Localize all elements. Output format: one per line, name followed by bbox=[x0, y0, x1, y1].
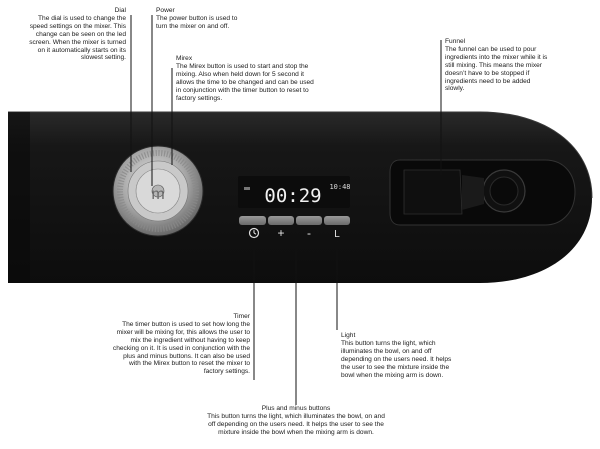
timer-pad bbox=[239, 216, 266, 225]
minus-pad bbox=[296, 216, 322, 225]
minus-label: - bbox=[307, 226, 311, 240]
light-title: Light bbox=[341, 332, 356, 339]
display-small-time: 10:48 bbox=[329, 183, 351, 191]
dial-logo: m bbox=[151, 186, 165, 203]
plus-minus-title: Plus and minus buttons bbox=[261, 405, 331, 412]
power-callout: Power The power button is used to turn the mixer on and off. bbox=[156, 7, 266, 31]
plus-minus-callout: Plus and minus buttons This button turns the light, which illuminates the bowl, on and off depending on the users need. It helps the user to see the mixture inside the bowl when the mixing arm is down. bbox=[176, 405, 416, 437]
display-time: 00:29 bbox=[264, 185, 322, 207]
display-left-indicator bbox=[244, 187, 250, 190]
dial-title: Dial bbox=[114, 7, 126, 14]
dial-callout: Dial The dial is used to change the speed settings on the mixer. This change can be seen on the led screen. When the mixer is turned on it automatically starts on its slowest setting. bbox=[16, 7, 126, 62]
plus-label: + bbox=[277, 226, 285, 240]
plus-pad bbox=[268, 216, 294, 225]
light-pad bbox=[324, 216, 350, 225]
timer-title: Timer bbox=[233, 313, 250, 320]
light-callout: Light This button turns the light, which illuminates the bowl, on and off depending on the users need. It helps the user to see the mixture inside the bowl when the mixing arm is down. bbox=[341, 332, 511, 379]
power-title: Power bbox=[156, 7, 175, 14]
mirex-callout: Mirex The Mirex button is used to start and stop the mixing. Also when held down for 5 second it allows the time to be changed and can be used in conjunction with the timer button to reset to factory settings. bbox=[176, 55, 366, 102]
timer-callout: Timer The timer button is used to set how long the mixer will be mixing for, this allows the user to mix the ingredient without having to keep checking on it. It is used in conjunction with the plus and minus buttons. It can also be used with the Mirex button to reset the mixer to factory settings. bbox=[60, 313, 250, 376]
funnel bbox=[390, 160, 575, 225]
funnel-callout: Funnel The funnel can be used to pour ingredients into the mixer while it is still mixing. This means the mixer doesn’t have to be stopped if ingredients need to be added slowly. bbox=[445, 38, 595, 93]
funnel-title: Funnel bbox=[445, 38, 466, 45]
light-label: L bbox=[334, 229, 340, 240]
body-left-shade bbox=[8, 112, 30, 283]
mirex-title: Mirex bbox=[176, 55, 193, 62]
